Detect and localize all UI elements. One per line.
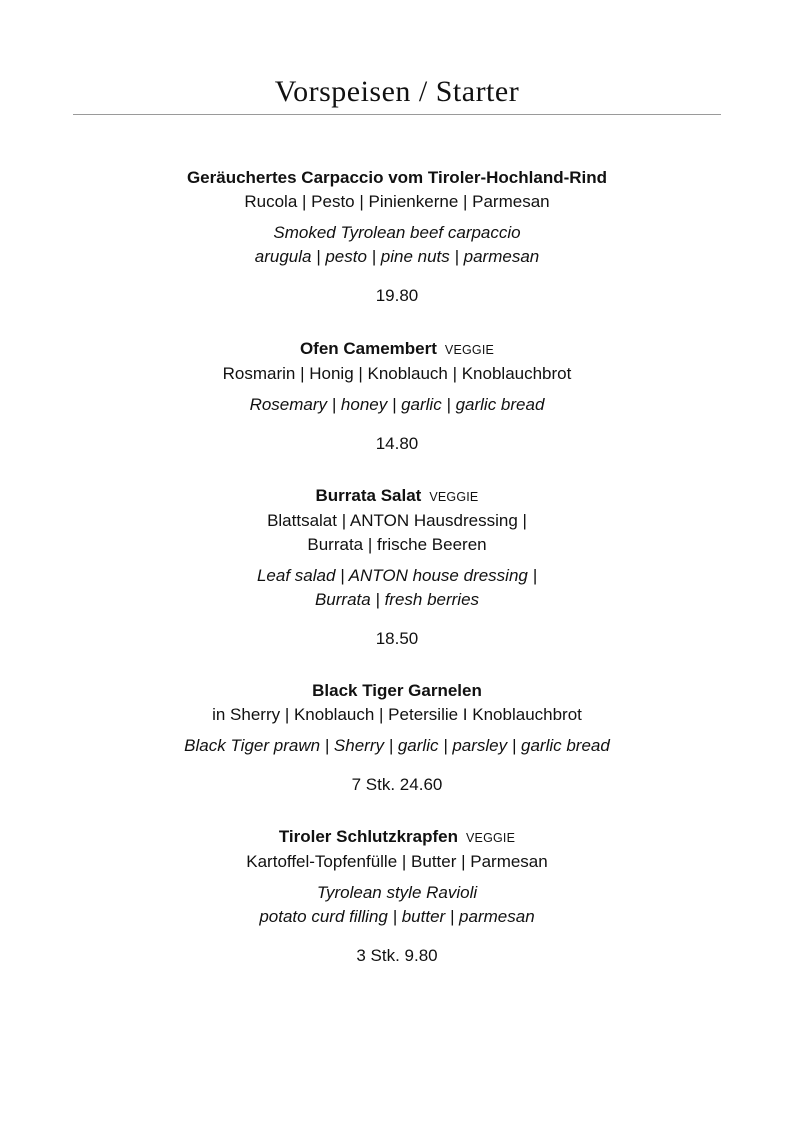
dish-name-row xyxy=(0,484,794,509)
veggie-badge: VEGGIE xyxy=(429,490,479,504)
description-de: Rosmarin | Honig | Knoblauch | Knoblauchbrot xyxy=(222,364,572,383)
dish-name: Burrata Salat xyxy=(315,486,422,505)
description-en: potato curd filling | butter | parmesan xyxy=(259,907,535,926)
page-title: Vorspeisen / Starter xyxy=(274,75,520,108)
description-en: Rosemary | honey | garlic | garlic bread xyxy=(249,395,545,414)
price: 18.50 xyxy=(375,629,419,648)
description-en: Tyrolean style Ravioli xyxy=(316,883,478,902)
dish-name-row xyxy=(0,825,794,850)
description-en: Smoked Tyrolean beef carpaccio xyxy=(273,223,521,242)
description-de: Kartoffel-Topfenfülle | Butter | Parmesan xyxy=(246,852,548,871)
description-en: Burrata | fresh berries xyxy=(314,590,480,609)
description-en: Black Tiger prawn | Sherry | garlic | parsley | garlic bread xyxy=(184,736,610,755)
menu-item-ofen-camembert xyxy=(0,337,794,456)
description-de: in Sherry | Knoblauch | Petersilie I Knoblauchbrot xyxy=(212,705,582,724)
price: 7 Stk. 24.60 xyxy=(351,775,443,794)
menu-item-black-tiger-garnelen xyxy=(0,679,794,797)
price: 14.80 xyxy=(375,434,419,453)
description-en: Leaf salad | ANTON house dressing | xyxy=(256,566,538,585)
dish-name: Tiroler Schlutzkrapfen xyxy=(278,827,459,846)
veggie-badge: VEGGIE xyxy=(444,343,495,357)
veggie-badge: VEGGIE xyxy=(466,831,516,845)
menu-item-carpaccio xyxy=(0,166,794,308)
dish-name: Geräuchertes Carpaccio vom Tiroler-Hochland-Rind xyxy=(186,168,608,187)
price: 19.80 xyxy=(375,286,419,305)
title-divider xyxy=(73,114,721,115)
dish-name: Black Tiger Garnelen xyxy=(312,681,482,700)
dish-name-row xyxy=(0,337,794,362)
dish-name-row xyxy=(0,166,794,190)
menu-item-tiroler-schlutzkrapfen xyxy=(0,825,794,968)
description-de: Rucola | Pesto | Pinienkerne | Parmesan xyxy=(244,192,550,211)
dish-name: Ofen Camembert xyxy=(299,339,437,358)
description-en: arugula | pesto | pine nuts | parmesan xyxy=(254,247,540,266)
description-de: Blattsalat | ANTON Hausdressing | xyxy=(267,511,527,530)
dish-name-row xyxy=(0,679,794,703)
price: 3 Stk. 9.80 xyxy=(356,946,438,965)
description-de: Burrata | frische Beeren xyxy=(307,535,487,554)
menu-item-burrata-salat xyxy=(0,484,794,651)
